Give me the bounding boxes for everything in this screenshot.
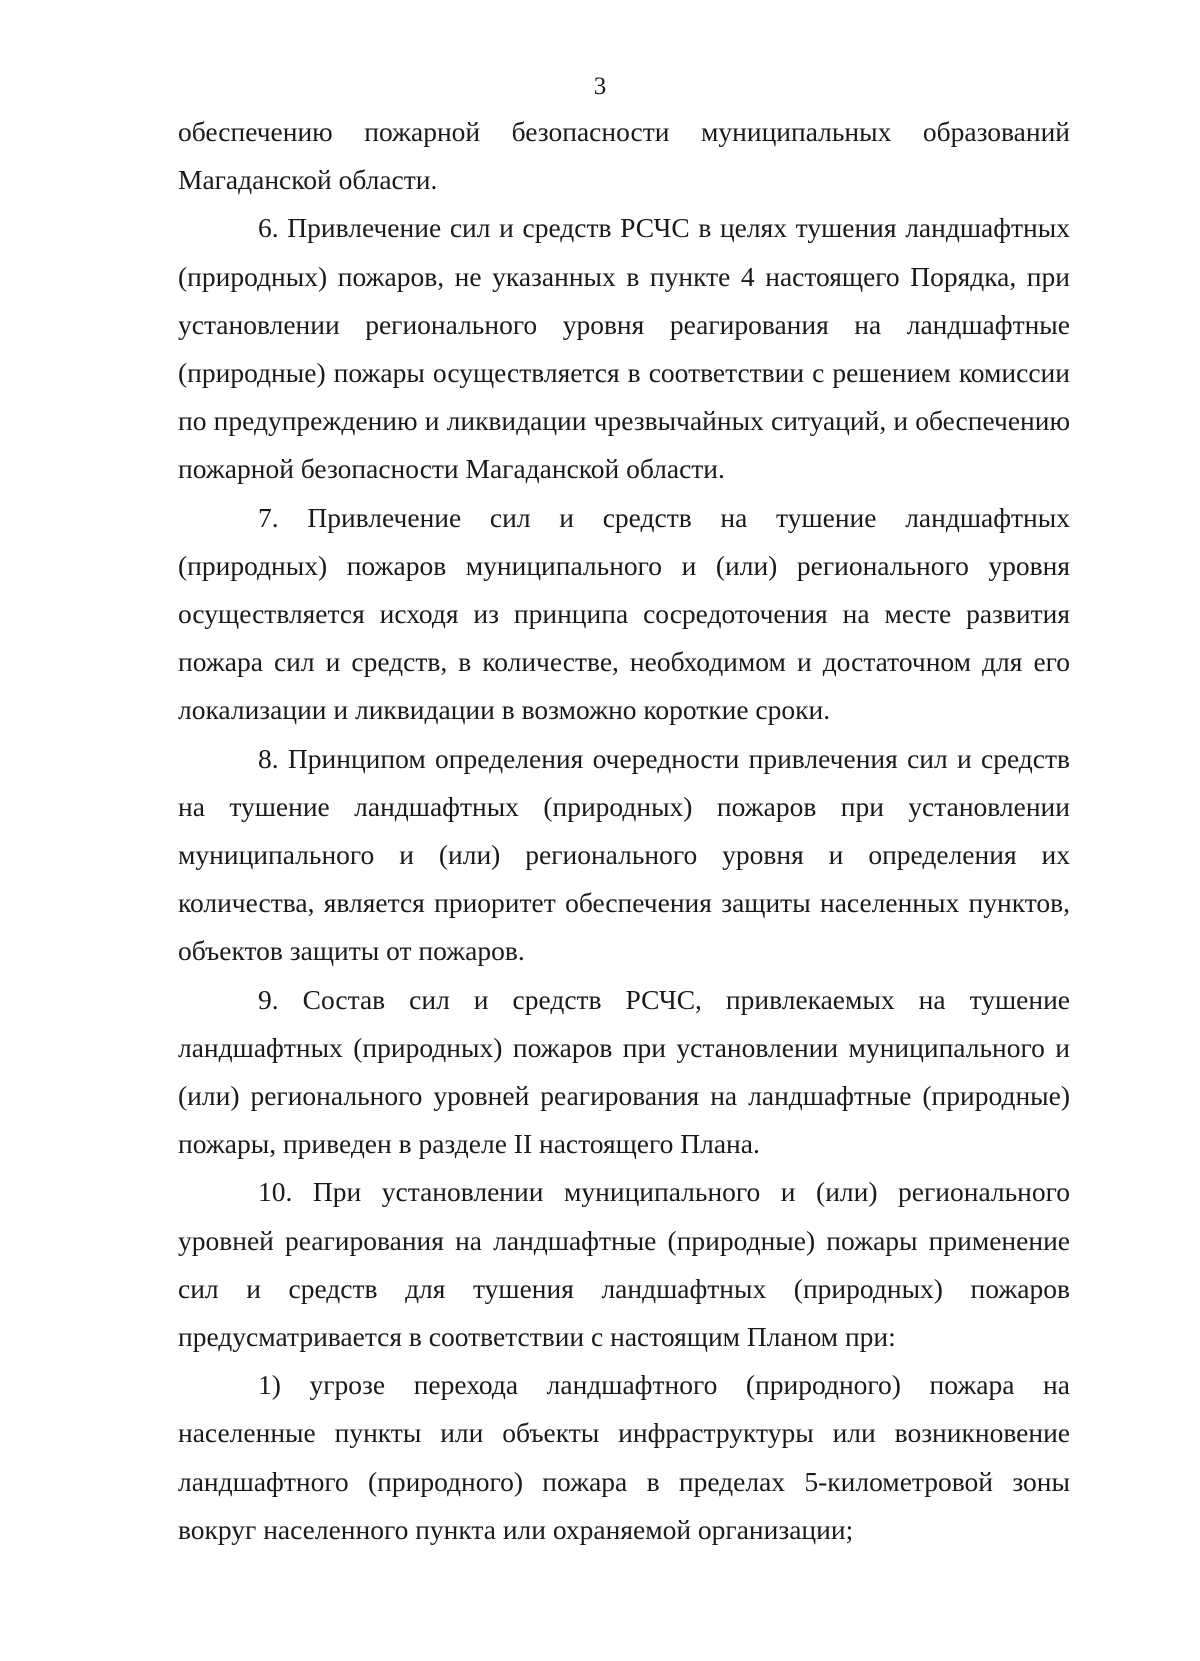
- paragraph-subitem-1: 1) угрозе перехода ландшафтного (природного) пожара на населенные пункты или объекты инфраструктуры или возникновение ландшафтного (природного) пожара в пределах 5-километровой зоны вокруг населенного пункта или охраняемой организации;: [178, 1369, 1070, 1545]
- paragraph-item-9: 9. Состав сил и средств РСЧС, привлекаемых на тушение ландшафтных (природных) пожаров при установлении муниципального и (или) регионального уровней реагирования на ландшафтные (природные) пожары, приведен в разделе II настоящего Плана.: [178, 983, 1070, 1160]
- paragraph-item-7: 7. Привлечение сил и средств на тушение ландшафтных (природных) пожаров муниципального и (или) регионального уровня осуществляется исходя из принципа сосредоточения на месте развития пожара сил и средств, в количестве, необходимом и достаточном для его локализации и ликвидации в возможно короткие сроки.: [178, 501, 1070, 726]
- paragraph-continuation: обеспечению пожарной безопасности муниципальных образований Магаданской области.: [178, 116, 1070, 196]
- paragraph-item-10: 10. При установлении муниципального и (или) регионального уровней реагирования на ландшафтные (природные) пожары применение сил и средств для тушения ландшафтных (природных) пожаров предусматривается в соответствии с настоящим Планом при:: [178, 1176, 1070, 1353]
- paragraph-item-6: 6. Привлечение сил и средств РСЧС в целях тушения ландшафтных (природных) пожаров, не указанных в пункте 4 настоящего Порядка, при установлении регионального уровня реагирования на ландшафтные (природные) пожары осуществляется в соответствии с решением комиссии по предупреждению и ликвидации чрезвычайных ситуаций, и обеспечению пожарной безопасности Магаданской области.: [178, 212, 1070, 485]
- paragraph-item-8: 8. Принципом определения очередности привлечения сил и средств на тушение ландшафтных (природных) пожаров при установлении муниципального и (или) регионального уровня и определения их количества, является приоритет обеспечения защиты населенных пунктов, объектов защиты от пожаров.: [178, 742, 1070, 967]
- page-number: 3: [593, 73, 607, 100]
- document-body: [178, 108, 1070, 1554]
